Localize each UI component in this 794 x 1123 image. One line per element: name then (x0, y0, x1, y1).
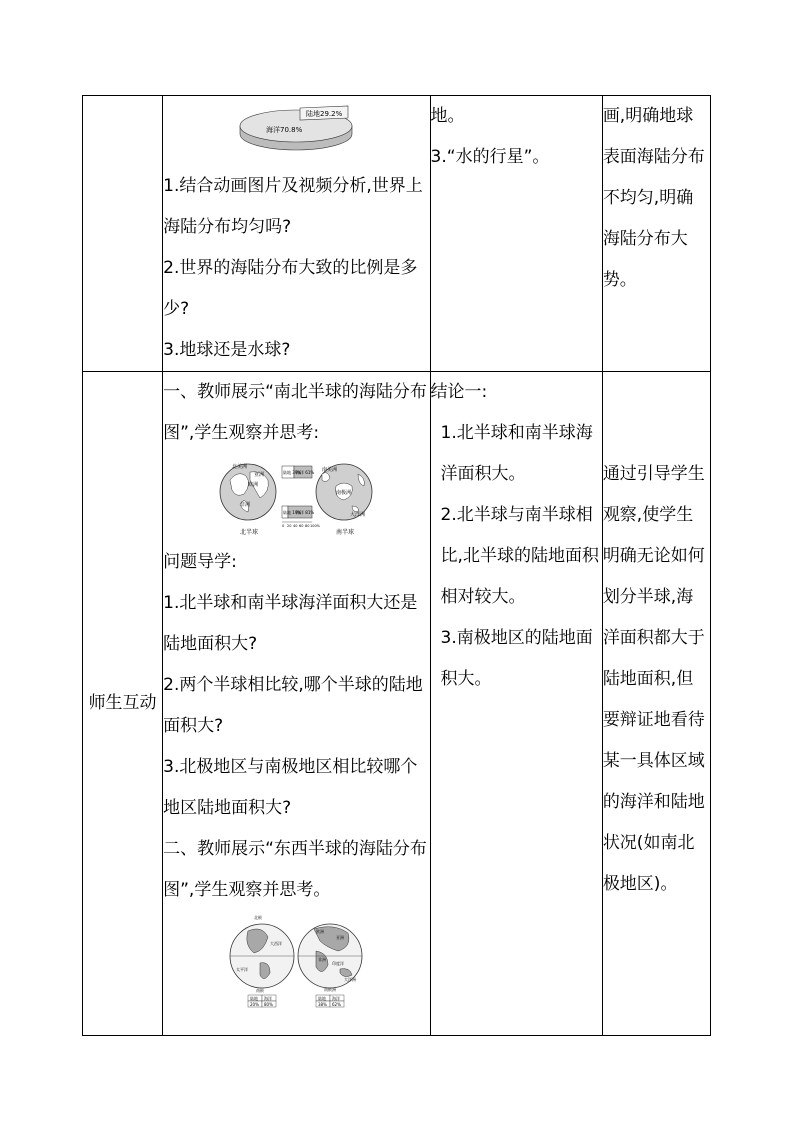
intent-text: 画,明确地球表面海陆分布不均匀,明确海陆分布大势。 (602, 106, 705, 290)
south-ocean-label: 海洋 81% (296, 510, 315, 515)
student-line-1: 地。 (430, 106, 465, 126)
question-2: 2.世界的海陆分布大致的比例是多少? (163, 258, 418, 319)
map-label-europe: 欧洲 (248, 482, 259, 488)
stage-label: 师生互动 (88, 693, 157, 713)
west-ocean-header: 海洋 (264, 996, 273, 1001)
axis-tick: 60 (299, 524, 304, 528)
east-ocean-pct: 62% (332, 1002, 342, 1007)
map-label-south-pole: 南极 (256, 988, 265, 993)
axis-tick: 100% (310, 524, 321, 528)
map-label-oceania: 大洋洲 (344, 977, 357, 982)
map-label-atlantic: 大西洋 (270, 941, 283, 946)
question-1: 1.结合动画图片及视频分析,世界上海陆分布均匀吗? (163, 176, 423, 237)
map-label-asia: 亚洲 (254, 472, 265, 478)
map-label-north-pole: 北极 (254, 915, 263, 920)
axis-tick: 80 (305, 524, 310, 528)
activity-cell (163, 372, 430, 1036)
east-ocean-header: 海洋 (332, 996, 341, 1001)
question-3: 3.地球还是水球? (163, 340, 291, 360)
west-ocean-pct: 80% (264, 1002, 274, 1007)
pie-land-label: 陆地29.2% (306, 110, 343, 118)
student-cell (430, 372, 602, 1036)
north-ocean-label: 海洋 61% (296, 470, 315, 475)
map-label-europe: 欧洲 (316, 929, 325, 934)
table-row (83, 96, 711, 372)
intro-1: 一、教师展示“南北半球的海陆分布图”,学生观察并思考: (163, 382, 427, 443)
east-land-pct: 38% (318, 1002, 328, 1007)
guide-question-2: 2.两个半球相比较,哪个半球的陆地面积大? (163, 675, 423, 736)
map-label-north-america: 北美洲 (232, 464, 248, 470)
guide-question-3: 3.北极地区与南极地区相比较哪个地区陆地面积大? (163, 757, 418, 818)
north-hemisphere-label: 北半球 (240, 529, 259, 536)
west-land-pct: 20% (250, 1002, 260, 1007)
table-row (83, 372, 711, 1036)
intent-cell (602, 372, 710, 1036)
intent-cell (602, 96, 710, 372)
intro-2: 二、教师展示“东西半球的海陆分布图”,学生观察并思考。 (163, 839, 427, 900)
student-cell (430, 96, 602, 372)
pie-chart-figure (236, 96, 356, 162)
conclusion-3: 3.南极地区的陆地面积大。 (440, 628, 593, 689)
axis-tick: 0 (282, 524, 285, 528)
map-label-africa: 非洲 (240, 502, 251, 508)
activity-cell (163, 96, 430, 372)
map-label-asia: 亚洲 (336, 935, 345, 940)
map-label-south-america: 南美洲 (322, 467, 338, 473)
map-label-pacific: 太平洋 (236, 967, 249, 972)
map-label-oceania: 大洋洲 (350, 512, 366, 518)
lesson-table (82, 95, 711, 1036)
map-label-antarctica: 南极洲 (324, 987, 337, 992)
conclusion-1: 1.北半球和南半球海洋面积大。 (440, 423, 593, 484)
stage-cell (83, 372, 163, 1036)
guide-title: 问题导学: (163, 552, 237, 572)
guide-question-1: 1.北半球和南半球海洋面积大还是陆地面积大? (163, 593, 418, 654)
axis-tick: 20 (287, 524, 292, 528)
west-land-header: 陆地 (250, 996, 259, 1001)
north-land-label: 陆地 39% (283, 470, 302, 475)
map-label-indian-ocean: 印度洋 (332, 961, 345, 966)
south-hemisphere-label: 南半球 (336, 529, 355, 536)
stage-cell-empty (83, 96, 163, 372)
pie-ocean-label: 海洋70.8% (266, 126, 303, 134)
east-west-hemisphere-map (224, 911, 368, 1011)
map-label-antarctica: 南极洲 (336, 490, 352, 496)
east-land-header: 陆地 (318, 996, 327, 1001)
conclusion-title: 结论一: (430, 382, 488, 402)
map-label-africa: 非洲 (318, 957, 327, 962)
south-land-label: 陆地 19% (283, 510, 302, 515)
intent-text: 通过引导学生观察,使学生明确无论如何划分半球,海洋面积都大于陆地面积,但要辩证地看待某一具体区域的海洋和陆地状况(如南北极地区)。 (602, 464, 705, 894)
axis-tick: 40 (293, 524, 298, 528)
north-south-hemisphere-map (218, 454, 374, 540)
student-line-2: 3.“水的行星”。 (430, 147, 550, 167)
conclusion-2: 2.北半球与南半球相比,北半球的陆地面积相对较大。 (440, 505, 599, 607)
